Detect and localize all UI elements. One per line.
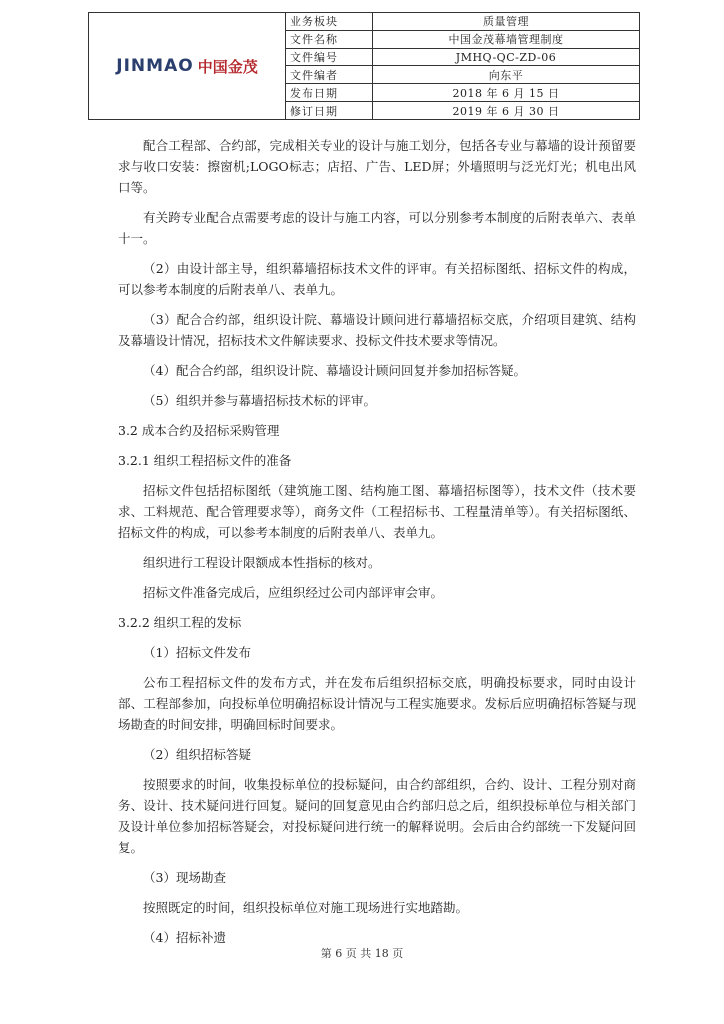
paragraph: 组织进行工程设计限额成本性指标的核对。 [143, 555, 381, 570]
info-label: 文件编者 [286, 66, 373, 83]
subsection-heading: 3.2.2 组织工程的发标 [118, 615, 242, 630]
info-label: 文件名称 [286, 31, 373, 48]
paragraph: 配合工程部、合约部，完成相关专业的设计与施工划分，包括各专业与幕墙的设计预留要求与收口安装：擦窗机;LOGO标志；店招、广告、LED屏；外墙照明与泛光灯光；机电出风口等。 [118, 138, 636, 195]
subsection-heading: 3.2.1 组织工程招标文件的准备 [118, 453, 292, 468]
paragraph: 公布工程招标文件的发布方式，并在发布后组织招标交底，明确投标要求，同时由设计部、工程部参加，向投标单位明确招标设计情况与工程实施要求。发标后应明确招标答疑与现场勘查的时间安排，明确回标时间要求。 [118, 675, 636, 732]
paragraph: （5）组织并参与幕墙招标技术标的评审。 [143, 393, 376, 408]
document-header-table [88, 12, 640, 120]
info-value: 2018 年 6 月 15 日 [452, 86, 560, 100]
info-label: 发布日期 [286, 84, 373, 101]
info-value: 中国金茂幕墙管理制度 [448, 33, 564, 47]
paragraph: 招标文件包括招标图纸（建筑施工图、结构施工图、幕墙招标图等），技术文件（技术要求、工料规范、配合管理要求等），商务文件（工程招标书、工程量清单等）。有关招标图纸、招标文件的构成，可以参考本制度的后附表单八、表单九。 [118, 483, 636, 540]
info-label: 文件编号 [286, 49, 373, 66]
item-heading: （1）招标文件发布 [143, 645, 251, 660]
info-row-revision-date [286, 102, 639, 119]
paragraph: （3）配合合约部，组织设计院、幕墙设计顾问进行幕墙招标交底，介绍项目建筑、结构及幕墙设计情况，招标技术文件解读要求、投标文件技术要求等情况。 [118, 312, 636, 348]
item-heading: （4）招标补遗 [143, 930, 226, 945]
info-label: 修订日期 [286, 102, 373, 119]
document-body [118, 135, 636, 957]
section-heading: 3.2 成本合约及招标采购管理 [118, 423, 280, 438]
logo-text-cn: 中国金茂 [197, 57, 258, 76]
info-value: 质量管理 [483, 15, 529, 29]
item-heading: （2）组织招标答疑 [143, 747, 251, 762]
info-row-publish-date [286, 84, 639, 102]
info-row-file-name [286, 31, 639, 49]
info-label: 业务板块 [286, 13, 373, 30]
paragraph: （4）配合合约部，组织设计院、幕墙设计顾问回复并参加招标答疑。 [143, 363, 526, 378]
paragraph: 有关跨专业配合点需要考虑的设计与施工内容，可以分别参考本制度的后附表单六、表单十一。 [118, 210, 636, 246]
company-logo [89, 13, 286, 119]
paragraph: 按照既定的时间，组织投标单位对施工现场进行实地踏勘。 [143, 900, 469, 915]
info-row-business [286, 13, 639, 31]
paragraph: 按照要求的时间，收集投标单位的投标疑问，由合约部组织，合约、设计、工程分别对商务、设计、技术疑问进行回复。疑问的回复意见由合约部归总之后，组织投标单位与相关部门及设计单位参加招标答疑会，对投标疑问进行统一的解释说明。会后由合约部统一下发疑问回复。 [118, 777, 636, 855]
document-info [286, 13, 639, 119]
info-value: 向东平 [488, 68, 524, 82]
info-row-author [286, 66, 639, 84]
paragraph: 招标文件准备完成后，应组织经过公司内部评审会审。 [143, 585, 444, 600]
info-value: JMHQ-QC-ZD-06 [455, 50, 557, 64]
info-value: 2019 年 6 月 30 日 [452, 104, 560, 118]
page-number: 第 6 页 共 18 页 [320, 947, 404, 960]
item-heading: （3）现场勘查 [143, 870, 226, 885]
info-row-file-number [286, 49, 639, 67]
logo-text-en: JINMAO [116, 56, 194, 76]
paragraph: （2）由设计部主导，组织幕墙招标技术文件的评审。有关招标图纸、招标文件的构成，可以参考本制度的后附表单八、表单九。 [118, 261, 636, 297]
